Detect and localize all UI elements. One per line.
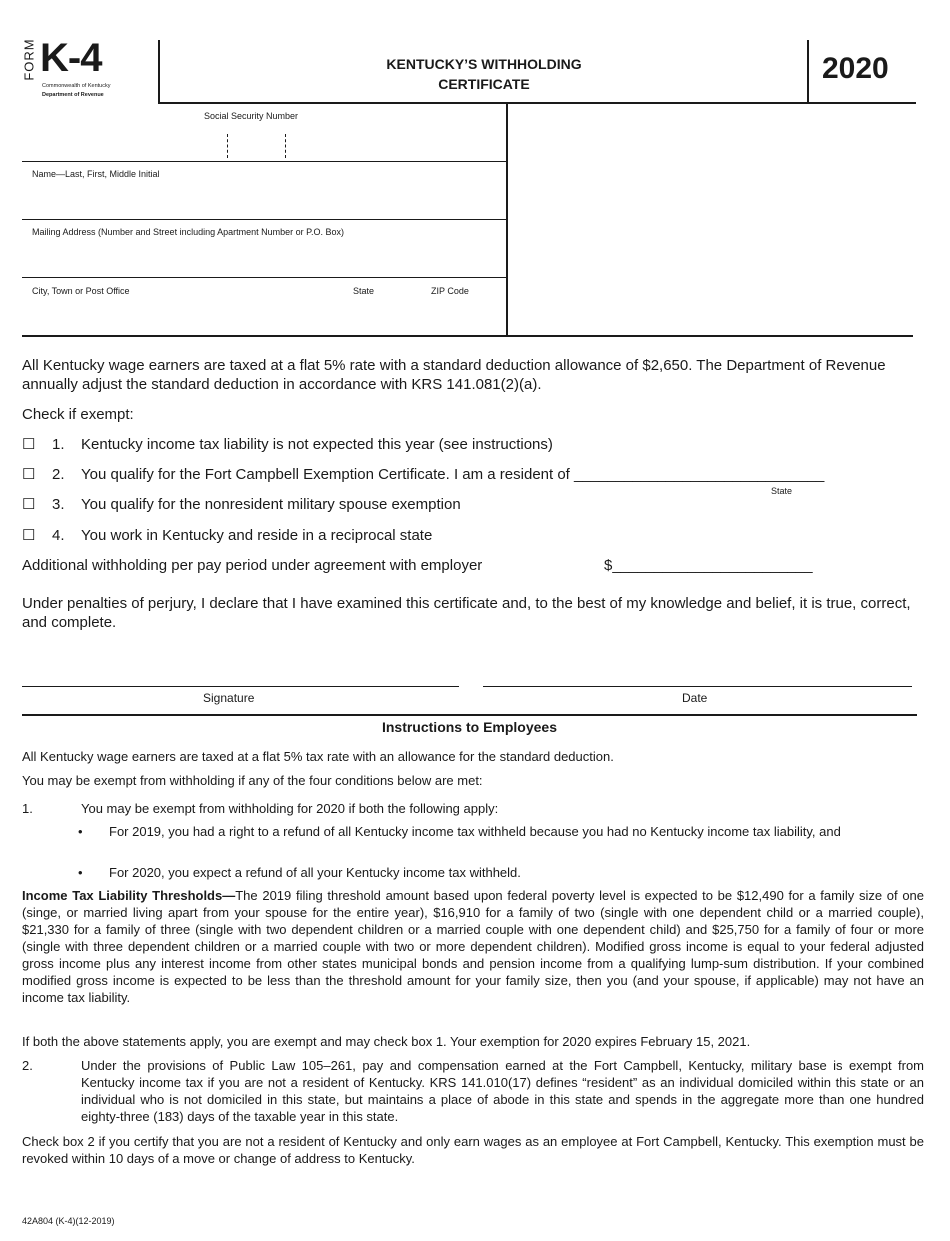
state-field[interactable] xyxy=(352,297,430,333)
thresholds-text: The 2019 filing threshold amount based upon federal poverty level is expected to be $12,490 for a family size of one (singe, or married living apart from your spouse for the entire year), $16,910 for a family of two (single with one dependent child or a married couple), $21,330 for a family of three (single with two dependent children or a married couple with one dependent child) and $25,750 for a family of four or more (single with three dependent children or a married couple with two or more dependent children). Modified gross income is equal to your federal adjusted gross income plus any interest income from other states municipal bonds and pension income from a qualifying lump-sum distribution. If your combined modified gross income is expected to be less than the threshold amount for your family size, then you (and your spouse, if applicable) may not have an income tax liability. xyxy=(22,888,925,1005)
instructions-top-rule xyxy=(22,714,917,716)
form-word-vertical: FORM xyxy=(21,38,37,81)
additional-withholding-field[interactable]: $________________________ xyxy=(604,557,813,574)
zip-field[interactable] xyxy=(430,297,506,333)
additional-withholding-label: Additional withholding per pay period under agreement with employer xyxy=(22,557,483,574)
address-underline xyxy=(22,277,506,278)
instructions-item1-text: You may be exempt from withholding for 2020 if both the following apply: xyxy=(81,801,499,816)
exemption-2-checkbox[interactable]: ☐ xyxy=(22,466,36,483)
instructions-title: Instructions to Employees xyxy=(381,719,558,735)
zip-label: ZIP Code xyxy=(431,286,469,296)
name-underline xyxy=(22,219,506,220)
signature-label: Signature xyxy=(203,691,255,705)
bullet-1-text: For 2019, you had a right to a refund of all Kentucky income tax withheld because you had no Kentucky income tax liability, and xyxy=(109,824,841,839)
fields-bottom-rule xyxy=(22,335,913,337)
ssn-field[interactable] xyxy=(22,120,506,160)
bullet-2-glyph: • xyxy=(78,865,83,880)
instructions-p2: You may be exempt from withholding if any of the four conditions below are met: xyxy=(22,773,483,788)
exemption-2-number: 2. xyxy=(52,466,65,483)
form-footer-code: 42A804 (K-4)(12-2019) xyxy=(22,1216,115,1226)
form-year: 2020 xyxy=(822,52,889,85)
signature-line[interactable] xyxy=(22,686,459,687)
ssn-label: Social Security Number xyxy=(204,111,299,121)
form-code: K-4 xyxy=(40,36,102,80)
fields-right-border xyxy=(506,102,508,335)
instructions-item2-number: 2. xyxy=(22,1058,33,1073)
intro-paragraph: All Kentucky wage earners are taxed at a flat 5% rate with a standard deduction allowance of $2,650. The Department of Revenue annually adjust the standard deduction in accordance with KRS 141.081(2)(a). xyxy=(22,357,886,393)
city-field[interactable] xyxy=(22,297,352,333)
form-title: KENTUCKY’S WITHHOLDING CERTIFICATE xyxy=(386,56,582,92)
state-label: State xyxy=(353,286,375,296)
exemption-1-text: Kentucky income tax liability is not expected this year (see instructions) xyxy=(81,436,553,453)
address-label: Mailing Address (Number and Street including Apartment Number or P.O. Box) xyxy=(32,227,344,237)
bullet-2-text: For 2020, you expect a refund of all your Kentucky income tax withheld. xyxy=(109,865,521,880)
commonwealth-label: Commonwealth of Kentucky xyxy=(42,83,111,89)
instructions-item2-text: Under the provisions of Public Law 105–261, pay and compensation earned at the Fort Campbell, Kentucky, military base is exempt from Kentucky income tax if you are not a resident of Kentucky. KRS 141.010(17) defines “resident” as an individual domiciled within this state or an individual who is not domiciled in this state, but maintains a place of abode in this state and spends in the aggregate more than one hundred eighty-three (183) days of the taxable year in this state. xyxy=(81,1058,924,1124)
instructions-item1-number: 1. xyxy=(22,801,33,816)
exemption-3-text: You qualify for the nonresident military spouse exemption xyxy=(81,496,461,513)
thresholds-paragraph xyxy=(22,887,924,1006)
perjury-statement: Under penalties of perjury, I declare that I have examined this certificate and, to the best of my knowledge and belief, it is true, correct, and complete. xyxy=(22,595,911,631)
bullet-1-glyph: • xyxy=(78,824,83,839)
exemption-2-text: You qualify for the Fort Campbell Exemption Certificate. I am a resident of ______________________________ xyxy=(81,466,825,483)
address-field[interactable] xyxy=(22,238,506,276)
check-if-exempt-label: Check if exempt: xyxy=(22,406,134,423)
name-field[interactable] xyxy=(22,180,506,218)
exemption-2-state-sublabel: State xyxy=(771,486,793,496)
instructions-p1: All Kentucky wage earners are taxed at a flat 5% tax rate with an allowance for the standard deduction. xyxy=(22,749,614,764)
instructions-p4: Check box 2 if you certify that you are not a resident of Kentucky and only earn wages as an employee at Fort Campbell, Kentucky. This exemption must be revoked within 10 days of a move or change of address to Kentucky. xyxy=(22,1134,924,1166)
exemption-3-checkbox[interactable]: ☐ xyxy=(22,496,36,513)
city-label: City, Town or Post Office xyxy=(32,286,130,296)
exemption-1-checkbox[interactable]: ☐ xyxy=(22,436,36,453)
exemption-3-number: 3. xyxy=(52,496,65,513)
instructions-p3: If both the above statements apply, you are exempt and may check box 1. Your exemption for 2020 expires February 15, 2021. xyxy=(22,1034,751,1049)
exemption-4-checkbox[interactable]: ☐ xyxy=(22,527,36,544)
header-divider-right xyxy=(807,40,809,102)
date-label: Date xyxy=(682,691,708,705)
exemption-4-number: 4. xyxy=(52,527,65,544)
date-line[interactable] xyxy=(483,686,912,687)
thresholds-heading: Income Tax Liability Thresholds— xyxy=(22,888,236,903)
department-label: Department of Revenue xyxy=(42,92,104,98)
header-bottom-rule xyxy=(158,102,916,104)
exemption-4-text: You work in Kentucky and reside in a reciprocal state xyxy=(81,527,433,544)
name-label: Name—Last, First, Middle Initial xyxy=(32,169,160,179)
ssn-underline xyxy=(22,161,506,162)
exemption-1-number: 1. xyxy=(52,436,65,453)
